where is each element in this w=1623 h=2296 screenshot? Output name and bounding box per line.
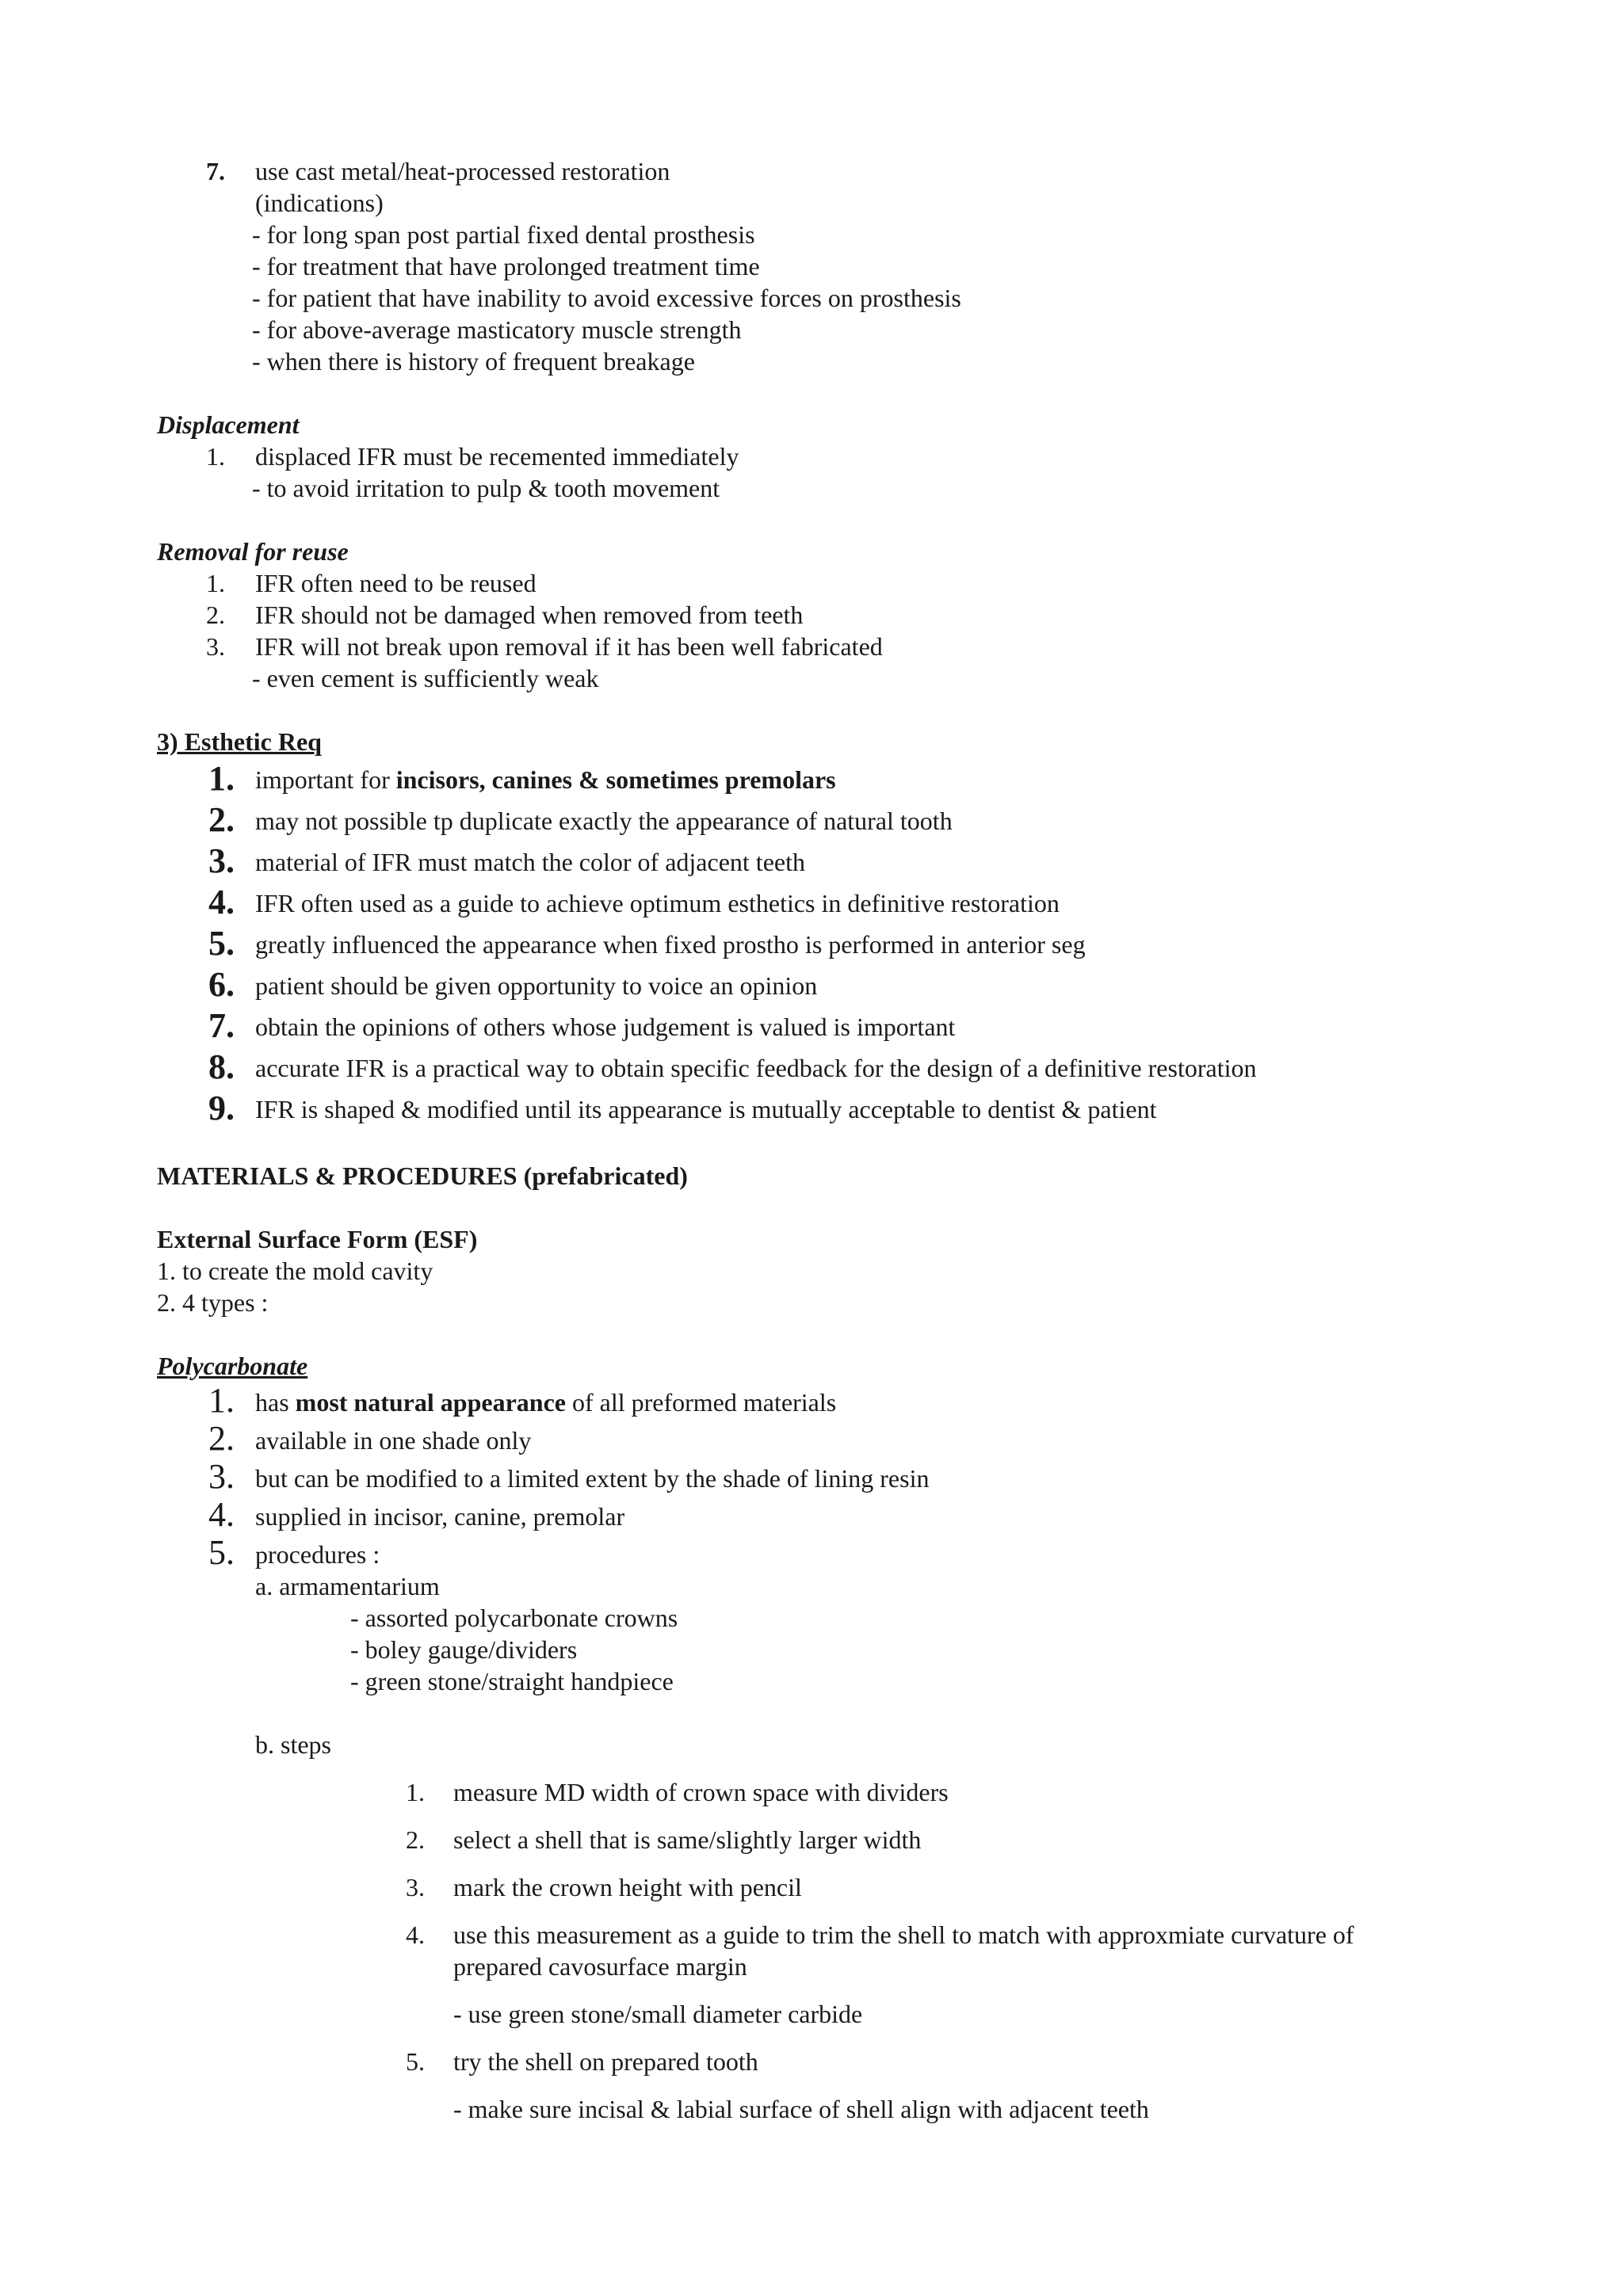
item-number: 7. [206, 157, 225, 185]
list-note: - to avoid irritation to pulp & tooth movement [252, 474, 720, 502]
item-number: 3. [208, 1457, 235, 1496]
indication-item: - for long span post partial fixed dental prosthesis [252, 220, 755, 249]
list-item: 2. 4 types : [157, 1288, 269, 1317]
list-item: available in one shade only [255, 1426, 532, 1455]
item-number: 1. [208, 1381, 235, 1420]
section-heading: Displacement [157, 410, 300, 439]
list-note: - even cement is sufficiently weak [252, 664, 599, 692]
list-item: material of IFR must match the color of adjacent teeth [255, 848, 805, 876]
list-item: supplied in incisor, canine, premolar [255, 1502, 625, 1531]
item-title: use cast metal/heat-processed restoration [255, 157, 670, 185]
indication-item: - when there is history of frequent breakage [252, 347, 695, 376]
indication-item: - for treatment that have prolonged treatment time [252, 252, 760, 280]
list-item: IFR will not break upon removal if it has been well fabricated [255, 632, 883, 661]
step-item: mark the crown height with pencil [453, 1873, 802, 1901]
item-number: 3. [208, 841, 235, 880]
list-item: accurate IFR is a practical way to obtain specific feedback for the design of a definitive restoration [255, 1054, 1257, 1082]
list-item: obtain the opinions of others whose judgement is valued is important [255, 1013, 956, 1041]
list-item: - green stone/straight handpiece [350, 1667, 674, 1695]
list-item: but can be modified to a limited extent by the shade of lining resin [255, 1464, 930, 1493]
item-number: 2. [208, 800, 235, 839]
step-item: measure MD width of crown space with dividers [453, 1778, 949, 1806]
step-number: 4. [406, 1920, 425, 1949]
item-subtitle: (indications) [255, 189, 384, 217]
indication-item: - for patient that have inability to avoid excessive forces on prosthesis [252, 284, 961, 312]
list-item: - assorted polycarbonate crowns [350, 1604, 678, 1632]
section-heading: Polycarbonate [157, 1352, 308, 1380]
step-item-continued: prepared cavosurface margin [453, 1952, 747, 1981]
list-item: greatly influenced the appearance when fixed prostho is performed in anterior seg [255, 930, 1086, 959]
section-heading: External Surface Form (ESF) [157, 1225, 478, 1253]
step-number: 1. [406, 1778, 425, 1806]
item-number: 3. [206, 632, 225, 661]
step-note: - make sure incisal & labial surface of shell align with adjacent teeth [453, 2095, 1149, 2123]
sub-label: b. steps [255, 1730, 331, 1759]
list-item: IFR often need to be reused [255, 569, 537, 597]
item-number: 1. [206, 442, 225, 471]
indication-item: - for above-average masticatory muscle strength [252, 315, 742, 344]
step-number: 5. [406, 2047, 425, 2076]
item-number: 2. [206, 601, 225, 629]
list-item: may not possible tp duplicate exactly the appearance of natural tooth [255, 807, 953, 835]
item-number: 8. [208, 1047, 235, 1086]
step-number: 3. [406, 1873, 425, 1901]
section-heading: MATERIALS & PROCEDURES (prefabricated) [157, 1161, 688, 1190]
item-number: 1. [206, 569, 225, 597]
section-heading: Removal for reuse [157, 537, 349, 566]
item-number: 9. [208, 1089, 235, 1127]
list-item: - boley gauge/dividers [350, 1635, 578, 1664]
item-number: 2. [208, 1419, 235, 1458]
list-item: IFR should not be damaged when removed from teeth [255, 601, 804, 629]
step-item: try the shell on prepared tooth [453, 2047, 758, 2076]
step-item: use this measurement as a guide to trim the shell to match with approxmiate curvature of [453, 1920, 1354, 1949]
list-item: IFR is shaped & modified until its appearance is mutually acceptable to dentist & patient [255, 1095, 1157, 1123]
list-item: IFR often used as a guide to achieve optimum esthetics in definitive restoration [255, 889, 1060, 917]
step-number: 2. [406, 1825, 425, 1854]
sub-label: a. armamentarium [255, 1572, 440, 1600]
item-number: 1. [208, 759, 235, 798]
item-number: 4. [208, 1495, 235, 1534]
list-item: important for incisors, canines & sometimes premolars [255, 765, 836, 794]
item-number: 7. [208, 1006, 235, 1045]
item-number: 4. [208, 883, 235, 921]
item-number: 5. [208, 924, 235, 963]
list-item: 1. to create the mold cavity [157, 1257, 433, 1285]
list-item: has most natural appearance of all preformed materials [255, 1388, 837, 1417]
item-number: 5. [208, 1533, 235, 1572]
item-number: 6. [208, 965, 235, 1004]
list-item: procedures : [255, 1540, 380, 1569]
list-item: displaced IFR must be recemented immediately [255, 442, 739, 471]
step-note: - use green stone/small diameter carbide [453, 2000, 863, 2028]
list-item: patient should be given opportunity to voice an opinion [255, 971, 818, 1000]
section-heading: 3) Esthetic Req [157, 727, 322, 756]
step-item: select a shell that is same/slightly larger width [453, 1825, 922, 1854]
